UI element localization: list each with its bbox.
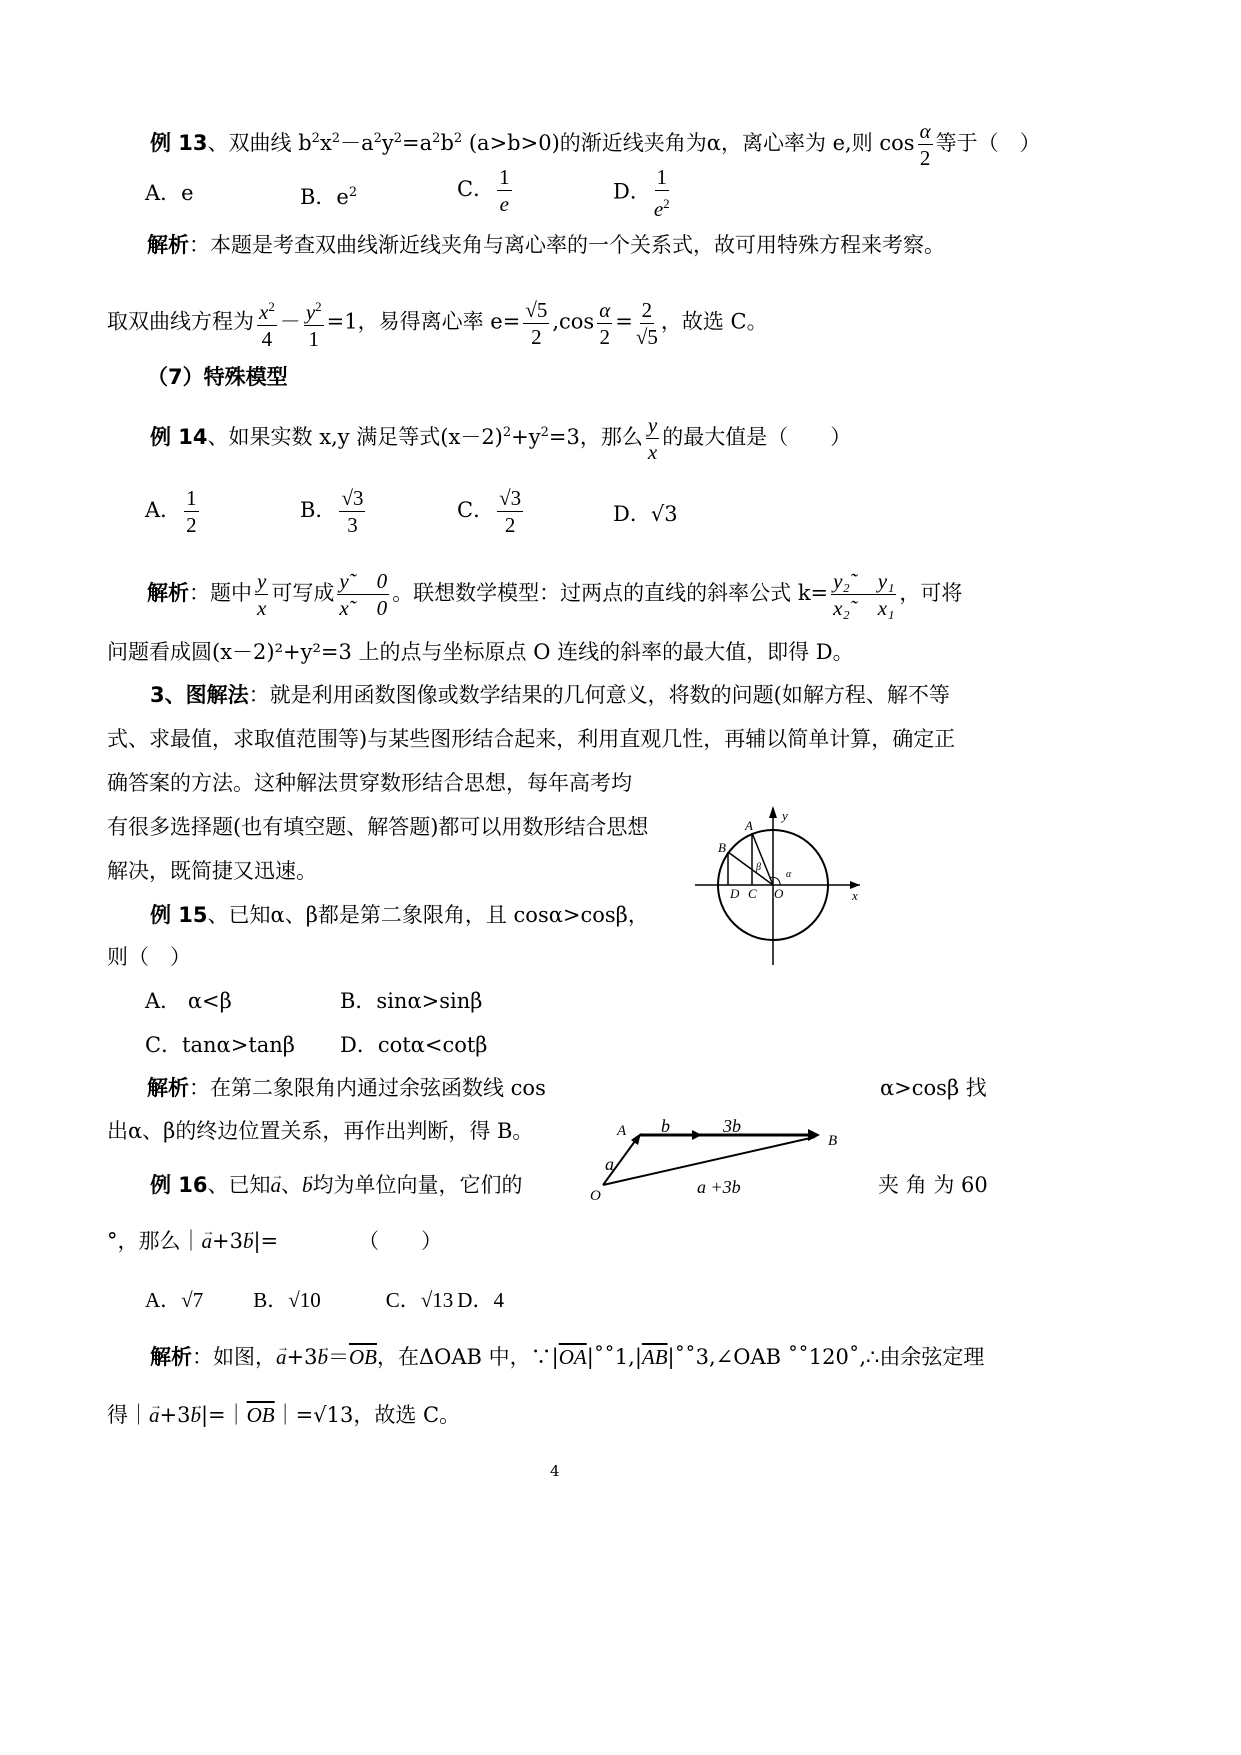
vector-b: → b <box>317 1345 328 1369</box>
example-15-solution <box>147 1073 546 1103</box>
denominator: 1 <box>308 327 319 351</box>
section-3-line2: 式、求最值，求取值范围等)与某些图形结合起来，利用直观几性，再辅以简单计算，确定正 <box>107 727 956 751</box>
example-15-solution-line2: 出α、β的终边位置关系，再作出判断，得 B。 <box>107 1119 534 1143</box>
denominator: 3 <box>347 513 358 537</box>
section-3-line4: 有很多选择题(也有填空题、解答题)都可以用数形结合思想 <box>107 815 649 839</box>
example-16-question-cont: 夹 角 为 60 <box>878 1173 988 1197</box>
option-c: C． <box>457 177 495 201</box>
text: ：本题是考查双曲线渐近线夹角与离心率的一个关系式，故可用特殊方程来考察。 <box>189 233 945 257</box>
text: ，在ΔOAB 中，∵| <box>376 1345 559 1369</box>
point-a-label: A <box>745 818 753 833</box>
numerator: α <box>919 119 931 143</box>
arrowhead-icon <box>692 1130 702 1140</box>
example-16-options <box>145 1285 504 1315</box>
option-d: D． <box>613 179 651 204</box>
text: +y <box>511 425 541 449</box>
vector-sum-label: a +3b <box>697 1177 741 1197</box>
beta-label: β <box>756 862 761 873</box>
option-c-value: √13 <box>420 1288 454 1312</box>
denominator: e <box>499 192 509 216</box>
text: b <box>440 131 454 155</box>
point-b-label: B <box>828 1133 838 1149</box>
text: |˚˚1,| <box>586 1345 642 1369</box>
text: 、如果实数 x,y 满足等式(x－2) <box>207 425 503 449</box>
text: ＝ <box>327 1345 349 1369</box>
vector-b: → b <box>302 1173 313 1197</box>
numerator: α <box>599 297 611 322</box>
text: 取双曲线方程为 <box>107 309 254 334</box>
denominator: 2 <box>186 513 197 537</box>
vector-a: → a <box>271 1173 282 1197</box>
fraction <box>918 118 933 171</box>
option-b: B．sinα>sinβ <box>340 989 483 1013</box>
option-a: A．e <box>145 181 194 205</box>
text: ：在第二象限角内通过余弦函数线 cos <box>189 1076 546 1100</box>
option-a-value: √7 <box>181 1288 204 1312</box>
alpha-label: α <box>786 869 792 880</box>
example-15-solution-cont: α>cosβ 找 <box>880 1076 987 1100</box>
solution-label: 解析 <box>147 581 189 605</box>
denominator: 2 <box>599 324 610 349</box>
numerator: √5 <box>525 297 548 322</box>
example-15-question <box>150 900 649 930</box>
point-c-label: C <box>748 886 757 901</box>
option-c: C． <box>385 1288 421 1312</box>
numerator: y˜ 0 <box>339 569 388 593</box>
option-c: C．tanα>tanβ <box>145 1033 295 1057</box>
text: 的最大值是（ ） <box>662 425 852 449</box>
denominator: 2 <box>504 513 516 537</box>
text: 等于（ ） <box>935 131 1041 155</box>
numerator: 2 <box>641 297 653 322</box>
denominator: x₂˜ x₁ <box>833 596 895 620</box>
section-3-line5: 解决，既简捷又迅速。 <box>107 859 317 883</box>
numerator: x <box>259 300 269 324</box>
point-d-label: D <box>730 886 740 901</box>
text: 、 <box>281 1173 303 1197</box>
text: °，那么｜ <box>107 1229 202 1253</box>
numerator: y₂˜ y₁ <box>833 569 895 593</box>
vector-a: → a <box>149 1403 160 1427</box>
option-c: C． <box>457 498 495 522</box>
origin-label: O <box>774 886 784 901</box>
text: |=｜ <box>200 1403 247 1427</box>
vector-triangle-figure <box>585 1110 845 1205</box>
text: ：如图， <box>192 1345 276 1369</box>
example-13-solution-line2: 取双曲线方程为 $\frac{x^2}{4}$ － $\frac{y^2}{1}$ =1，易得离心率 e= $\frac{√5}{2}$ ,cos $\frac{\alpha}{2}$ = $\frac{2}{√5}$ ，故选 C。 <box>107 294 768 352</box>
example-14-solution <box>147 568 962 621</box>
option-b: B．e <box>300 185 349 209</box>
vector-a-label: a <box>605 1154 614 1174</box>
numerator: y <box>257 569 267 593</box>
document-page: 例 13、双曲线 $b^2x^2-a^2y^2=a^2b^2$ (a>b>0)的渐近线夹角为α，离心率为 e,则 cos $\frac{\alpha}{2}$ 等于（ ） A．e B．$e^2$ C． $\frac{1}{e}$ D． $\frac{1}{e^2}$ 解析：本题是考查双曲线渐近线夹角与离心率的一个关系式，故可用特殊方程来考察。 取双曲线方程为 $\frac{x^2}{4}$ － $\frac{y^2}{1}$ =1，易得离心率 e= $\frac{√5}{2}$ ,cos $\frac{\alpha}{2}$ = $\frac{2}{√5}$ ，故选 C。 （7）特殊模型 例 14、如果实数 x,y 满足等式$(x-2)^2+y^2=3$，那么 $\frac{y}{x}$ 的最大值是（ ） A． $\frac{1}{2}$ B． $\frac{√3}{3}$ C． $\frac{√3}{2}$ D．√3 解析：题中 $\frac{y}{x}$ 可写成 $\frac{y˜ 0}{x˜ 0}$ 。联想数学模型：过两点的直线的斜率公式 k= $\frac{\text{y₂˜ y₁}}{\text{x₂˜ x₁}}$ ，可将 问题看成圆(x－2)²+y²=3 上的点与坐标原点 O 连线的斜率的最大值，即得 D。 3、图解法：就是利用函数图像或数学结果的几何意义，将数的问题(如解方程、解不等 式、求最值，求取值范围等)与某些图形结合起来，利用直观几性，再辅以简单计算，确定正 确答案的方法。这种解法贯穿数形结合思想，每年高考均 有很多选择题(也有填空题、解答题)都可以用数形结合思想 解决，既简捷又迅速。 y x A B D C O β α 例 15、已知α、β都是第二象限角，且 cosα>cosβ， 则（ ） A． α<β B．sinα>sinβ C．tanα>tanβ D．cotα<cotβ 解析：在第二象限角内通过余弦函数线 cos α>cosβ 找 出α、β的终边位置关系，再作出判断，得 B。 A B O b 3b a a +3b 例 16、已知→ a、→ b均为单位向量，它们的 夹 角 为 60 °，那么｜→ a+3→ b|= （ ） A．√7 B．√10 C．√13 D．4 解析：如图，→ $a+3\to b=\overline{OB}$，在ΔOAB 中，$\because|\overline{OA}|˚˚1,|\overline{AB}|˚˚3,\angle OAB$ ˚˚120˚,∴由余弦定理 得｜→ $a+3\to b|=|\overline{OB}|=√13$，故选 C。 4 <box>0 0 1241 1755</box>
denominator: x <box>257 596 267 620</box>
text: ｜=√13，故选 C。 <box>274 1403 461 1427</box>
denominator: 2 <box>531 324 542 349</box>
option-b: B． <box>300 498 337 522</box>
text: =3，那么 <box>548 425 643 449</box>
numerator: y <box>305 300 316 324</box>
vector-b-label: b <box>661 1116 670 1136</box>
vector-b: → b <box>190 1403 201 1427</box>
vector-a: → a <box>202 1229 213 1253</box>
numerator: 1 <box>656 165 667 189</box>
example-13-solution <box>147 230 945 260</box>
example-15-question-line2: 则（ ） <box>107 945 191 969</box>
text: 可写成 <box>271 581 335 605</box>
denominator: x˜ 0 <box>339 596 388 620</box>
solution-label: 解析 <box>147 233 189 257</box>
denominator: 2 <box>919 146 931 170</box>
text: (a>b>0)的渐近线夹角为α，离心率为 e,则 cos <box>462 131 915 155</box>
option-a: A． <box>145 498 182 522</box>
text: +3 <box>286 1345 318 1369</box>
option-a: A． <box>145 1288 182 1312</box>
vector-ob: $\overline{OB}$ <box>246 1403 275 1427</box>
text: y <box>381 131 394 155</box>
example-16-question-line2 <box>107 1226 442 1256</box>
y-axis-arrow-icon <box>769 806 777 818</box>
numerator: 1 <box>186 486 197 510</box>
vector-ob: $\overline{OB}$ <box>348 1345 377 1369</box>
text: +3 <box>212 1229 243 1253</box>
solution-label: 解析 <box>147 1076 189 1100</box>
page-number: 4 <box>550 1462 560 1480</box>
text: ，可将 <box>899 581 963 605</box>
text: +3 <box>159 1403 191 1427</box>
option-a: A． α<β <box>145 989 232 1013</box>
x-label: x <box>852 888 858 903</box>
text: 。联想数学模型：过两点的直线的斜率公式 k= <box>392 581 829 605</box>
text: － <box>279 309 301 334</box>
numerator: √3 <box>341 486 364 510</box>
text: 、已知 <box>207 1173 271 1197</box>
text: x <box>319 131 332 155</box>
text: ：就是利用函数图像或数学结果的几何意义，将数的问题(如解方程、解不等 <box>248 683 950 707</box>
vector-3b-label: 3b <box>723 1116 741 1136</box>
example-14-question: 例 14、如果实数 x,y 满足等式$(x-2)^2+y^2=3$，那么 $\frac{y}{x}$ 的最大值是（ ） <box>150 413 852 464</box>
text: |= <box>253 1229 279 1253</box>
vector-ab: $\overline{AB}$ <box>641 1345 668 1369</box>
option-d: D． <box>613 502 651 526</box>
option-d: D．4 <box>457 1288 504 1312</box>
text: =1，易得离心率 e= <box>326 309 521 334</box>
example-label: 例 16 <box>150 1173 208 1197</box>
example-label: 例 13 <box>150 131 208 155</box>
text: ，故选 C。 <box>660 309 768 334</box>
example-16-question <box>150 1170 523 1200</box>
option-b-value: √10 <box>288 1288 321 1312</box>
example-label: 例 14 <box>150 425 208 449</box>
section-heading-special-model: （7）特殊模型 <box>147 365 288 389</box>
numerator: √3 <box>499 486 522 510</box>
section-3-line3: 确答案的方法。这种解法贯穿数形结合思想，每年高考均 <box>107 771 632 795</box>
text: 得｜ <box>107 1403 149 1427</box>
vector-b: → b <box>243 1229 254 1253</box>
vector-a: → a <box>276 1345 287 1369</box>
denominator: √5 <box>635 324 658 349</box>
vector-oa: $\overline{OA}$ <box>558 1345 587 1369</box>
option-d-value: √3 <box>650 502 678 526</box>
section-label: 3、图解法 <box>150 683 249 707</box>
example-13-question: 例 13、双曲线 $b^2x^2-a^2y^2=a^2b^2$ (a>b>0)的渐近线夹角为α，离心率为 e,则 cos $\frac{\alpha}{2}$ 等于（ ） <box>150 119 1041 170</box>
text: ：题中 <box>189 581 252 605</box>
option-d: D．cotα<cotβ <box>340 1033 488 1057</box>
text: =a <box>402 131 433 155</box>
y-label: y <box>782 808 788 823</box>
option-b: B． <box>253 1288 289 1312</box>
denominator: 4 <box>261 327 273 351</box>
denominator: e <box>653 197 664 221</box>
text: 、已知α、β都是第二象限角，且 cosα>cosβ， <box>207 903 649 927</box>
text: = <box>615 309 633 334</box>
numerator: y <box>647 413 658 437</box>
text: ,cos <box>552 309 595 334</box>
text: －a <box>340 131 374 155</box>
example-16-solution <box>150 1342 984 1372</box>
unit-circle-figure <box>690 800 870 970</box>
example-14-solution-line2: 问题看成圆(x－2)²+y²=3 上的点与坐标原点 O 连线的斜率的最大值，即得 D。 <box>107 640 854 664</box>
point-b-label: B <box>718 840 726 855</box>
text: 均为单位向量，它们的 <box>312 1173 523 1197</box>
answer-blank: （ ） <box>358 1229 443 1253</box>
section-3-line1 <box>150 680 950 710</box>
text: 、双曲线 b <box>207 131 312 155</box>
numerator: 1 <box>499 165 510 189</box>
example-16-solution-line2 <box>107 1400 460 1430</box>
example-label: 例 15 <box>150 903 208 927</box>
denominator: x <box>647 440 658 464</box>
solution-label: 解析 <box>150 1345 192 1369</box>
text: |˚˚3,∠OAB ˚˚120˚,∴由余弦定理 <box>667 1345 985 1369</box>
point-a-label: A <box>617 1123 627 1139</box>
point-o-label: O <box>590 1188 601 1204</box>
